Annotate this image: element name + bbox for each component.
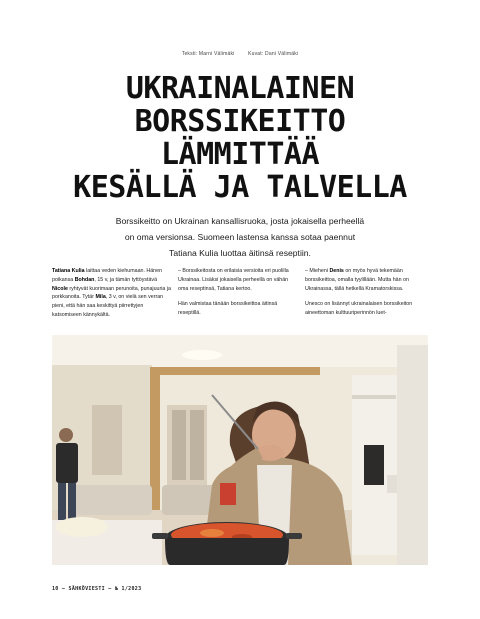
photo-credits <box>0 51 480 57</box>
person-name: Tatiana Kulia <box>52 268 85 274</box>
page-footer: 10 – SÄHKÖVIESTI – № 1/2023 <box>52 586 142 592</box>
headline-line-3: LÄMMITTÄÄ <box>160 137 320 172</box>
person-name: Mila <box>95 294 106 301</box>
headline-line-2: BORSSIKEITTO <box>134 104 346 139</box>
person-name: Nicole <box>52 285 68 292</box>
body-text: , 15 v, ja tämän tyttöystävä <box>94 276 158 283</box>
body-text: laittaa veden kiehumaan. Hänen poikansa <box>52 268 163 283</box>
lead-line-1: Borssikeitto on Ukrainan kansallisruoka, josta jokaisella perheellä <box>115 216 365 226</box>
headline-line-1: UKRAINALAINEN <box>125 71 355 106</box>
body-column-2 <box>178 267 298 325</box>
headline-line-4: KESÄLLÄ JA TALVELLA <box>73 170 407 205</box>
text-credit: Teksti: Marni Välimäki <box>181 51 235 57</box>
body-paragraph <box>305 267 425 293</box>
body-text: ryhtyvät kuorimaan perunoita, punajuuria ja porkkanoita. Tytär <box>52 285 171 301</box>
body-column-1 <box>52 267 172 327</box>
lead-paragraph <box>95 213 385 261</box>
person-name: Denis <box>329 268 344 274</box>
body-text: on myös hyvä tekemään borssikeittoa, omalla tyylillään. Mutta hän on Ukrainassa, tällä hetkellä Kramatorskissa. <box>305 268 409 292</box>
kitchen-scene-illustration <box>52 335 428 565</box>
body-text: – Mieheni <box>305 268 330 274</box>
body-paragraph: – Borssikeitosta on erilaisia versioita eri puolilla Ukrainaa. Lisäksi jokaisella perheellä on vähän oma reseptinsä, Tatiana kertoo. <box>178 268 289 292</box>
article-photo <box>52 335 428 565</box>
person-name: Bohdan <box>74 276 95 283</box>
photo-credit: Kuvat: Dani Välimäki <box>248 51 299 57</box>
body-paragraph <box>52 267 172 320</box>
body-text: , 3 v, on vielä sen verran pieni, että hän saa keskittyä piirrettyjen katsomiseen kännykältä. <box>52 294 164 318</box>
body-column-3 <box>305 267 425 325</box>
body-paragraph: Unesco on lisännyt ukrainalaisen borssikeiton aineettoman kulttuuriperinnön luet- <box>305 301 413 317</box>
article-headline <box>0 72 480 204</box>
lead-line-3: Tatiana Kulia luottaa äitinsä reseptiin. <box>169 248 311 258</box>
lead-line-2: on oma versionsa. Suomeen lastensa kanssa sotaa paennut <box>124 232 356 242</box>
body-paragraph: Hän valmistaa tänään borssikeittoa äitinsä reseptillä. <box>178 301 278 317</box>
